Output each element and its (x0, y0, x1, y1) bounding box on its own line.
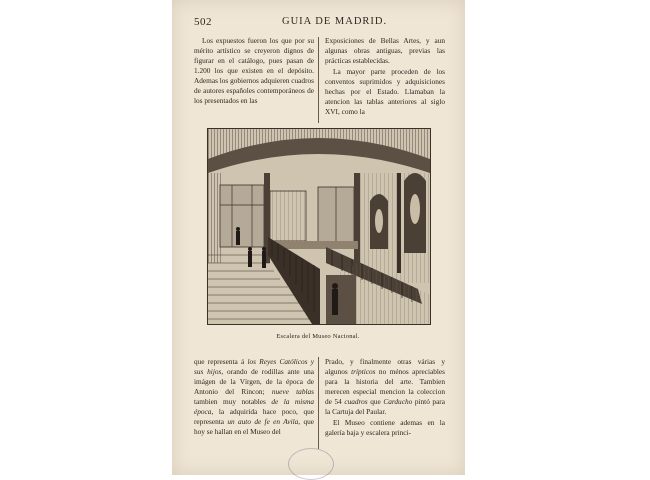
page-header (172, 16, 465, 32)
running-title: GUIA DE MADRID. (282, 16, 388, 27)
engraving-staircase (207, 128, 431, 325)
column-divider (318, 357, 319, 449)
italic-title: los Reyes Católicos y sus hijos (194, 357, 314, 376)
italic-title: trípticos (351, 367, 376, 376)
italic-title: Carducho (383, 397, 413, 406)
staircase-illustration (208, 129, 430, 324)
top-left-column (194, 36, 314, 106)
text-run: , que hoy se hallan en el Museo del (194, 417, 315, 436)
paragraph (325, 357, 445, 417)
page-number: 502 (194, 16, 212, 28)
paragraph: La mayor parte proceden de los conventos suprimidos y adquisiciones hechas por el Estado. Llamaban la atencion las tablas anteriores al siglo XVI, como la (325, 67, 445, 116)
text-run: tambien muy notables (194, 397, 272, 406)
text-run: Prado, y finalmente otras várias y algunos (325, 357, 445, 376)
bottom-right-column (325, 357, 445, 438)
illustration-caption: Escalera del Museo Nacional. (276, 333, 360, 340)
top-right-column (325, 36, 445, 117)
text-run: , orando de rodillas ante una imágen de la Vírgen, de la época de Antonio del Rincon; (194, 367, 315, 396)
text-run: , la adquirida hace poco, que representa (194, 407, 314, 426)
library-stamp (288, 448, 334, 480)
italic-title: un auto de fe en Avila (227, 417, 299, 426)
text-run: que representa á (194, 357, 248, 366)
paragraph: El Museo contiene ademas en la galería baja y escalera princi- (325, 418, 445, 437)
text-run: pintó para la Cartuja del Paular. (325, 397, 445, 416)
text-run: no ménos apreciables para la historia del arte. Tambien merecen especial mencion la coleccion de 54 (325, 367, 445, 406)
column-divider (318, 37, 319, 123)
italic-title: nueve tablas (271, 387, 314, 396)
text-run: que (367, 397, 384, 406)
paragraph (194, 357, 314, 437)
book-page (172, 0, 465, 475)
paragraph: Los expuestos fueron los que por su mérito artístico se creyeron dignos de figurar en el catálogo, pues pasan de 1.200 los que existen en el depósito. Ademas los gobiernos adquieren cuadros de autores españoles contemporáneos de los presentados en las (194, 36, 314, 105)
paragraph: Exposiciones de Bellas Artes, y aun algunas obras antiguas, previas las prácticas establecidas. (325, 36, 445, 65)
italic-title: de la misma época (194, 397, 314, 416)
bottom-left-column (194, 357, 314, 437)
italic-title: cuadros (344, 397, 368, 406)
